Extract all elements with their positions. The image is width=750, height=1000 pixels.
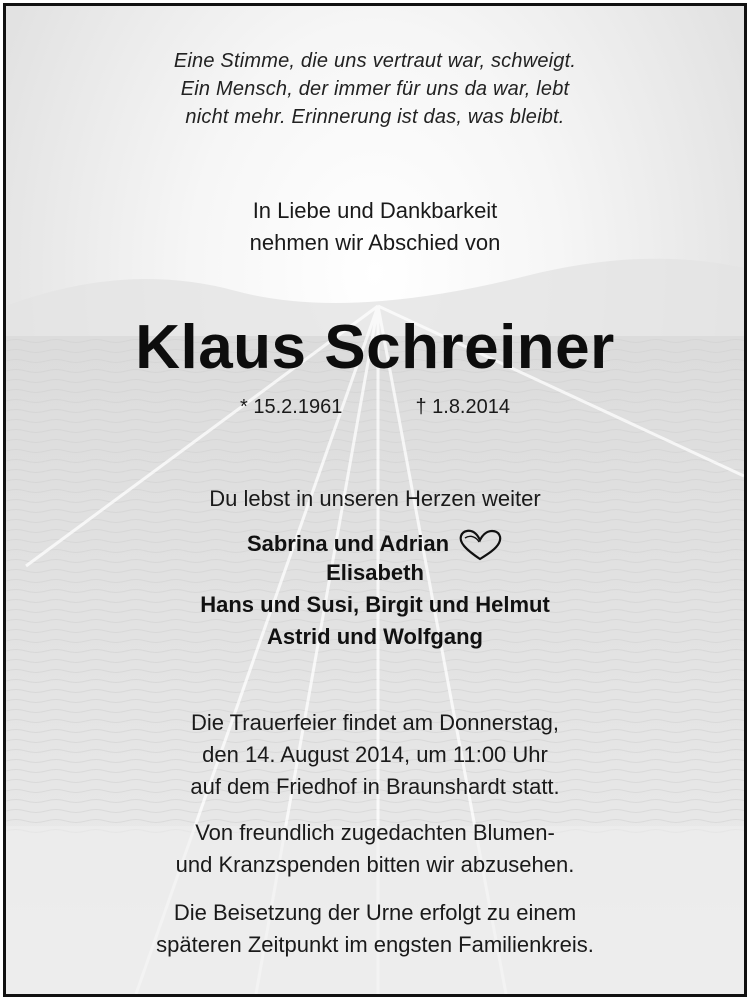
flowers-line-1: Von freundlich zugedachten Blumen- xyxy=(195,820,555,845)
ceremony-line-2: den 14. August 2014, um 11:00 Uhr xyxy=(202,742,548,767)
mourner-line-3: Hans und Susi, Birgit und Helmut xyxy=(200,592,550,617)
deceased-name: Klaus Schreiner xyxy=(135,313,615,382)
mourner-line-1 xyxy=(6,528,744,562)
flowers-line-2: und Kranzspenden bitten wir abzusehen. xyxy=(175,852,575,877)
mourner-line-4: Astrid und Wolfgang xyxy=(267,624,483,649)
intro-line-1: In Liebe und Dankbarkeit xyxy=(252,198,498,223)
intro-line-2: nehmen wir Abschied von xyxy=(249,230,501,255)
death-date: † 1.8.2014 xyxy=(415,396,510,418)
obituary-notice xyxy=(3,3,747,997)
quote-line-1: Eine Stimme, die uns vertraut war, schweigt. xyxy=(173,50,577,72)
ceremony-line-3: auf dem Friedhof in Braunshardt statt. xyxy=(190,774,560,799)
remembrance-text: Du lebst in unseren Herzen weiter xyxy=(209,486,541,511)
mourner-name: Sabrina und Adrian xyxy=(246,530,450,556)
birth-date: * 15.2.1961 xyxy=(240,396,343,418)
burial-line-1: Die Beisetzung der Urne erfolgt zu einem xyxy=(173,900,577,925)
notice-text xyxy=(6,6,744,994)
life-dates xyxy=(6,396,744,419)
burial-line-2: späteren Zeitpunkt im engsten Familienkreis. xyxy=(156,932,594,957)
mourner-line-2: Elisabeth xyxy=(326,560,424,585)
heart-icon xyxy=(457,528,503,562)
quote-line-2: Ein Mensch, der immer für uns da war, lebt xyxy=(180,78,570,100)
quote-line-3: nicht mehr. Erinnerung ist das, was bleibt. xyxy=(185,106,565,128)
ceremony-line-1: Die Trauerfeier findet am Donnerstag, xyxy=(190,710,560,735)
